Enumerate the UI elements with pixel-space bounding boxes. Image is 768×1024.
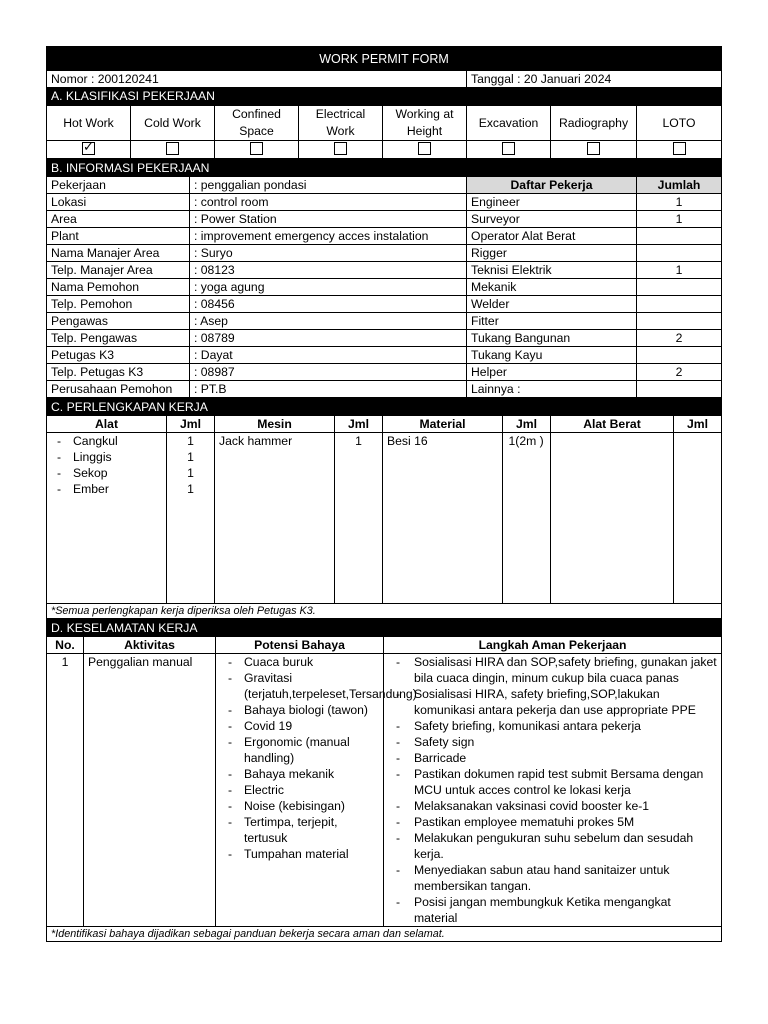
- info-row: [47, 228, 722, 245]
- info-row: [47, 364, 722, 381]
- work-type-checkbox-cell: [637, 141, 722, 159]
- info-value: : yoga agung: [190, 279, 467, 296]
- hazard-item: - Noise (kebisingan): [216, 798, 379, 814]
- safety-column-header: Potensi Bahaya: [216, 637, 384, 654]
- section-b-title: B. INFORMASI PEKERJAAN: [47, 160, 722, 177]
- worker-count: [637, 381, 722, 398]
- tool-qty: 1: [187, 450, 194, 464]
- info-label: Telp. Pengawas: [47, 330, 190, 347]
- hazard-item: - Electric: [216, 782, 379, 798]
- equipment-column-header: Jml: [503, 416, 551, 433]
- work-type-checkbox-cell: [383, 141, 467, 159]
- work-type-checkbox-cell: [47, 141, 131, 159]
- section-c-title: C. PERLENGKAPAN KERJA: [47, 399, 722, 416]
- equipment-column-header: Mesin: [215, 416, 335, 433]
- work-info-table: [46, 159, 722, 398]
- hazard-item: - Gravitasi (terjatuh,terpeleset,Tersandung): [216, 670, 379, 702]
- work-type-label: Electrical Work: [299, 106, 383, 141]
- safe-step-item: - Safety sign: [384, 734, 717, 750]
- safe-steps-cell: [384, 654, 722, 927]
- material-qty-cell: [503, 433, 551, 604]
- work-type-checkbox-cell: [551, 141, 637, 159]
- hazard-item: - Bahaya biologi (tawon): [216, 702, 379, 718]
- worker-role: Tukang Kayu: [467, 347, 637, 364]
- info-value: : 08789: [190, 330, 467, 347]
- section-a-title: A. KLASIFIKASI PEKERJAAN: [47, 88, 722, 105]
- work-type-label: Working at Height: [383, 106, 467, 141]
- info-value: : 08456: [190, 296, 467, 313]
- tool-qty: 1: [187, 482, 194, 496]
- info-value: : Power Station: [190, 211, 467, 228]
- info-row: [47, 211, 722, 228]
- form-title: WORK PERMIT FORM: [47, 47, 722, 71]
- safe-step-item: - Safety briefing, komunikasi antara pekerja: [384, 718, 717, 734]
- hazard-item: - Bahaya mekanik: [216, 766, 379, 782]
- equipment-note: *Semua perlengkapan kerja diperiksa oleh Petugas K3.: [47, 604, 722, 619]
- worker-count: 2: [637, 364, 722, 381]
- worker-role: Tukang Bangunan: [467, 330, 637, 347]
- worker-role: Fitter: [467, 313, 637, 330]
- checkbox-icon[interactable]: [334, 142, 347, 155]
- safe-step-item: - Sosialisasi HIRA dan SOP,safety briefing, gunakan jaket bila cuaca dingin, minum cukup bila cuaca panas: [384, 654, 717, 686]
- info-label: Petugas K3: [47, 347, 190, 364]
- info-row: [47, 279, 722, 296]
- material-qty: 1(2m ): [508, 434, 544, 448]
- info-row: [47, 381, 722, 398]
- info-row: [47, 245, 722, 262]
- worker-role: Teknisi Elektrik: [467, 262, 637, 279]
- info-row: [47, 194, 722, 211]
- checkbox-icon[interactable]: [673, 142, 686, 155]
- info-value: : PT.B: [190, 381, 467, 398]
- safe-step-item: - Melakukan pengukuran suhu sebelum dan sesudah kerja.: [384, 830, 717, 862]
- safety-column-header: Langkah Aman Pekerjaan: [384, 637, 722, 654]
- worker-count: 1: [637, 194, 722, 211]
- info-row: [47, 296, 722, 313]
- worker-role: Mekanik: [467, 279, 637, 296]
- tools-cell: [47, 433, 167, 604]
- work-type-checkbox-cell: [467, 141, 551, 159]
- machine-qty-cell: 1: [335, 433, 383, 604]
- info-value: : control room: [190, 194, 467, 211]
- heavy-equipment-cell: [551, 433, 674, 604]
- material-cell: Besi 16: [383, 433, 503, 604]
- worker-role: Rigger: [467, 245, 637, 262]
- row-number: 1: [47, 654, 84, 927]
- info-label: Area: [47, 211, 190, 228]
- equipment-column-header: Jml: [674, 416, 722, 433]
- info-label: Telp. Pemohon: [47, 296, 190, 313]
- work-type-label: Radiography: [551, 106, 637, 141]
- info-row: [47, 177, 722, 194]
- work-type-checkbox-cell: [131, 141, 215, 159]
- tool-item: - Linggis: [51, 449, 162, 465]
- tool-qty: 1: [187, 466, 194, 480]
- work-permit-form: [46, 46, 721, 942]
- worker-role: Welder: [467, 296, 637, 313]
- info-value: : Suryo: [190, 245, 467, 262]
- equipment-column-header: Jml: [335, 416, 383, 433]
- nomor-field: Nomor : 200120241: [47, 71, 467, 88]
- checkbox-icon[interactable]: [502, 142, 515, 155]
- info-label: Nama Pemohon: [47, 279, 190, 296]
- worker-count: 1: [637, 262, 722, 279]
- worker-role: Operator Alat Berat: [467, 228, 637, 245]
- machine-cell: Jack hammer: [215, 433, 335, 604]
- checkbox-icon[interactable]: [250, 142, 263, 155]
- worker-count-header: Jumlah: [637, 177, 722, 194]
- worker-count: [637, 313, 722, 330]
- checkbox-icon[interactable]: [166, 142, 179, 155]
- info-label: Nama Manajer Area: [47, 245, 190, 262]
- work-type-label: Excavation: [467, 106, 551, 141]
- worker-role: Helper: [467, 364, 637, 381]
- worker-count: [637, 279, 722, 296]
- hazard-item: - Covid 19: [216, 718, 379, 734]
- checkbox-icon[interactable]: [418, 142, 431, 155]
- work-type-label: Cold Work: [131, 106, 215, 141]
- info-value: : Dayat: [190, 347, 467, 364]
- worker-count: [637, 245, 722, 262]
- info-value: : improvement emergency acces instalation: [190, 228, 467, 245]
- tool-item: - Ember: [51, 481, 162, 497]
- section-d-title: D. KESELAMATAN KERJA: [47, 620, 722, 637]
- worker-count: [637, 347, 722, 364]
- safe-step-item: - Barricade: [384, 750, 717, 766]
- tool-qty: 1: [187, 434, 194, 448]
- tools-qty-cell: [167, 433, 215, 604]
- work-type-label: Confined Space: [215, 106, 299, 141]
- tanggal-field: Tanggal : 20 Januari 2024: [467, 71, 722, 88]
- worker-count: 1: [637, 211, 722, 228]
- activity-cell: Penggalian manual: [84, 654, 216, 927]
- safe-step-item: - Pastikan employee mematuhi prokes 5M: [384, 814, 717, 830]
- safety-column-header: Aktivitas: [84, 637, 216, 654]
- info-label: Pengawas: [47, 313, 190, 330]
- hazards-cell: [216, 654, 417, 927]
- info-value: : 08987: [190, 364, 467, 381]
- hazard-item: - Tertimpa, terjepit, tertusuk: [216, 814, 379, 846]
- safety-column-header: No.: [47, 637, 84, 654]
- header-table: [46, 46, 722, 105]
- safe-step-item: - Posisi jangan membungkuk Ketika mengangkat material: [384, 894, 717, 926]
- info-row: [47, 347, 722, 364]
- tool-item: - Cangkul: [51, 433, 162, 449]
- safe-step-item: - Menyediakan sabun atau hand sanitaizer untuk membersikan tangan.: [384, 862, 717, 894]
- equipment-column-header: Alat Berat: [551, 416, 674, 433]
- tool-item: - Sekop: [51, 465, 162, 481]
- safe-step-item: - Melaksanakan vaksinasi covid booster ke-1: [384, 798, 717, 814]
- info-value: : 08123: [190, 262, 467, 279]
- info-value: : Asep: [190, 313, 467, 330]
- equipment-column-header: Jml: [167, 416, 215, 433]
- hazard-item: - Cuaca buruk: [216, 654, 379, 670]
- work-type-checkbox-cell: [299, 141, 383, 159]
- worker-count: 2: [637, 330, 722, 347]
- info-row: [47, 313, 722, 330]
- equipment-table: [46, 398, 722, 619]
- info-label: Pekerjaan: [47, 177, 190, 194]
- equipment-column-header: Material: [383, 416, 503, 433]
- info-value: : penggalian pondasi: [190, 177, 467, 194]
- safety-table: [46, 619, 722, 942]
- info-label: Plant: [47, 228, 190, 245]
- work-type-label: LOTO: [637, 106, 722, 141]
- info-label: Lokasi: [47, 194, 190, 211]
- info-label: Telp. Manajer Area: [47, 262, 190, 279]
- info-row: [47, 330, 722, 347]
- heavy-equipment-qty-cell: [674, 433, 722, 604]
- work-type-checkbox-cell: [215, 141, 299, 159]
- hazard-item: - Tumpahan material: [216, 846, 379, 862]
- equipment-column-header: Alat: [47, 416, 167, 433]
- worker-role: Lainnya :: [467, 381, 637, 398]
- work-type-label: Hot Work: [47, 106, 131, 141]
- worker-list-header: Daftar Pekerja: [467, 177, 637, 194]
- safe-step-item: - Pastikan dokumen rapid test submit Bersama dengan MCU untuk acces control ke lokasi kerja: [384, 766, 717, 798]
- checkbox-icon[interactable]: [587, 142, 600, 155]
- worker-role: Surveyor: [467, 211, 637, 228]
- checkbox-icon[interactable]: [82, 142, 95, 155]
- hazard-item: - Ergonomic (manual handling): [216, 734, 379, 766]
- safety-note: *Identifikasi bahaya dijadikan sebagai panduan bekerja secara aman dan selamat.: [47, 927, 722, 942]
- work-classification-table: [46, 105, 722, 159]
- worker-role: Engineer: [467, 194, 637, 211]
- info-row: [47, 262, 722, 279]
- worker-count: [637, 228, 722, 245]
- worker-count: [637, 296, 722, 313]
- safe-step-item: - Sosialisasi HIRA, safety briefing,SOP,lakukan komunikasi antara pekerja dan use appropriate PPE: [384, 686, 717, 718]
- info-label: Telp. Petugas K3: [47, 364, 190, 381]
- info-label: Perusahaan Pemohon: [47, 381, 190, 398]
